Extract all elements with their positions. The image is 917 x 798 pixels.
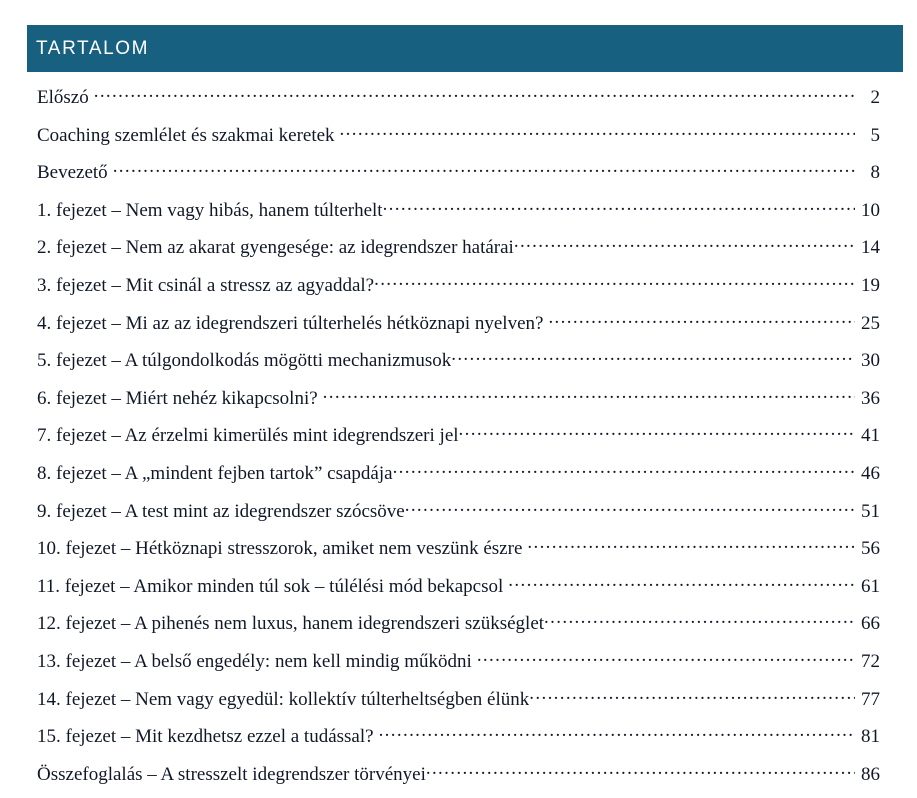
toc-entry-title: 4. fejezet – Mi az az idegrendszeri túlterhelés hétköznapi nyelven? — [37, 312, 544, 334]
toc-page-number: 81 — [861, 726, 880, 748]
toc-entry-title: Bevezető — [37, 162, 108, 184]
toc-entry-title: 15. fejezet – Mit kezdhetsz ezzel a tudással? — [37, 726, 374, 748]
toc-dot-leader — [477, 648, 855, 667]
toc-page-number: 66 — [861, 613, 880, 635]
toc-page-number: 77 — [861, 688, 880, 710]
toc-entry[interactable] — [37, 422, 880, 460]
toc-dot-leader — [379, 723, 855, 742]
toc-dot-leader — [459, 422, 855, 441]
toc-dot-leader — [383, 197, 855, 216]
toc-entry-list — [37, 84, 880, 798]
page-title: TARTALOM — [36, 38, 150, 59]
toc-entry-title: 14. fejezet – Nem vagy egyedül: kollektív túlterheltségben élünk — [37, 688, 530, 710]
toc-page-number: 8 — [870, 162, 880, 184]
toc-entry[interactable] — [37, 347, 880, 385]
toc-entry[interactable] — [37, 197, 880, 235]
toc-dot-leader — [426, 761, 855, 780]
toc-page-number: 19 — [861, 274, 880, 296]
toc-dot-leader — [514, 234, 855, 253]
toc-page-number: 72 — [861, 650, 880, 672]
toc-entry[interactable] — [37, 84, 880, 122]
toc-dot-leader — [508, 573, 855, 592]
toc-page-number: 25 — [861, 312, 880, 334]
toc-entry-title: 11. fejezet – Amikor minden túl sok – túlélési mód bekapcsol — [37, 575, 504, 597]
toc-entry[interactable] — [37, 761, 880, 798]
toc-entry-title: Előszó — [37, 87, 89, 108]
toc-entry-title: Összefoglalás – A stresszelt idegrendszer törvényei — [37, 763, 426, 785]
toc-dot-leader — [544, 610, 855, 629]
toc-entry-title: 13. fejezet – A belső engedély: nem kell mindig működni — [37, 650, 472, 672]
toc-entry[interactable] — [37, 723, 880, 761]
toc-entry-title: 7. fejezet – Az érzelmi kimerülés mint idegrendszeri jel — [37, 425, 459, 447]
toc-dot-leader — [374, 272, 855, 291]
toc-page-number: 41 — [861, 425, 880, 447]
toc-entry[interactable] — [37, 272, 880, 310]
toc-dot-leader — [393, 460, 855, 479]
toc-dot-leader — [340, 122, 855, 141]
toc-dot-leader — [94, 84, 855, 103]
toc-dot-leader — [527, 535, 855, 554]
toc-entry[interactable] — [37, 310, 880, 348]
toc-page-number: 30 — [861, 350, 880, 372]
toc-entry-title: 1. fejezet – Nem vagy hibás, hanem túlterhelt — [37, 199, 383, 221]
toc-dot-leader — [113, 159, 855, 178]
toc-entry[interactable] — [37, 122, 880, 160]
toc-entry[interactable] — [37, 460, 880, 498]
toc-page-number: 61 — [861, 575, 880, 597]
toc-entry[interactable] — [37, 648, 880, 686]
toc-dot-leader — [323, 385, 855, 404]
toc-page-number: 86 — [861, 763, 880, 785]
toc-entry-title: 3. fejezet – Mit csinál a stressz az agyaddal? — [37, 274, 375, 296]
toc-page-number: 14 — [861, 237, 880, 259]
toc-entry-title: Coaching szemlélet és szakmai keretek — [37, 124, 335, 146]
toc-entry-title: 12. fejezet – A pihenés nem luxus, hanem idegrendszeri szükséglet — [37, 613, 545, 635]
toc-page-number: 56 — [861, 538, 880, 560]
toc-entry[interactable] — [37, 610, 880, 648]
toc-entry-title: 9. fejezet – A test mint az idegrendszer szócsöve — [37, 500, 405, 522]
toc-dot-leader — [529, 686, 855, 705]
toc-entry-title: 8. fejezet – A „mindent fejben tartok” csapdája — [37, 462, 393, 484]
toc-page-number: 10 — [861, 199, 880, 221]
toc-entry[interactable] — [37, 234, 880, 272]
toc-dot-leader — [548, 310, 855, 329]
toc-entry-title: 2. fejezet – Nem az akarat gyengesége: az idegrendszer határai — [37, 237, 514, 259]
toc-page-number: 5 — [870, 124, 880, 146]
toc-header-band — [27, 25, 903, 72]
toc-entry[interactable] — [37, 498, 880, 536]
toc-entry[interactable] — [37, 385, 880, 423]
toc-page-number: 2 — [870, 87, 880, 108]
toc-entry-title: 5. fejezet – A túlgondolkodás mögötti mechanizmusok — [37, 350, 452, 372]
toc-page-number: 36 — [861, 387, 880, 409]
toc-entry[interactable] — [37, 573, 880, 611]
toc-entry[interactable] — [37, 535, 880, 573]
toc-entry[interactable] — [37, 159, 880, 197]
toc-dot-leader — [405, 498, 855, 517]
toc-page-number: 46 — [861, 462, 880, 484]
toc-page-number: 51 — [861, 500, 880, 522]
toc-dot-leader — [451, 347, 855, 366]
toc-entry-title: 10. fejezet – Hétköznapi stresszorok, amiket nem veszünk észre — [37, 538, 523, 560]
toc-entry[interactable] — [37, 686, 880, 724]
toc-entry-title: 6. fejezet – Miért nehéz kikapcsolni? — [37, 387, 318, 409]
